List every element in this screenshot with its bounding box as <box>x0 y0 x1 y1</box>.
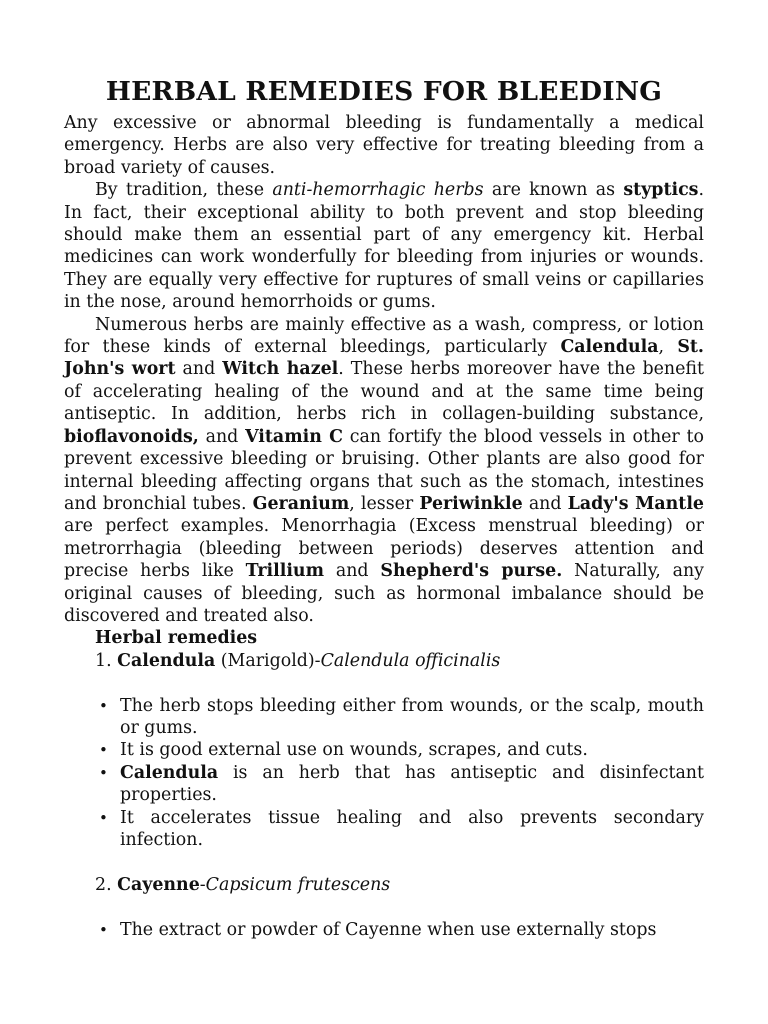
list-item: • The extract or powder of Cayenne when use externally stops <box>95 919 704 941</box>
bold-term: bioflavonoids, <box>64 426 199 447</box>
list-item: • It is good external use on wounds, scrapes, and cuts. <box>95 739 704 761</box>
bold-term: Lady's Mantle <box>567 493 704 514</box>
bold-term: Periwinkle <box>419 493 523 514</box>
section-heading: Herbal remedies <box>95 628 258 649</box>
bold-term: St. John's wort <box>64 337 704 380</box>
list-item: • Calendula is an herb that has antiseptic and disinfectant properties. <box>95 762 704 807</box>
cayenne-bullet-list <box>64 919 704 941</box>
spacer <box>64 896 704 918</box>
bold-term: Vitamin C <box>245 426 343 447</box>
paragraph-styptics: By tradition, these anti-hemorrhagic herbs are known as styptics. In fact, their exceptional ability to both prevent and stop bleeding should make them an essential part of any emergency kit. Herbal medicines can work wonderfully for bleeding from injuries or wounds. They are equally very effective for ruptures of small veins or capillaries in the nose, around hemorrhoids or gums. <box>64 180 704 313</box>
list-item: • The herb stops bleeding either from wounds, or the scalp, mouth or gums. <box>95 695 704 740</box>
bold-term: Trillium <box>245 561 324 582</box>
italic-term: anti-hemorrhagic herbs <box>272 180 484 201</box>
remedy-heading-cayenne: 2. Cayenne-Capsicum frutescens <box>95 874 391 895</box>
bold-term: styptics <box>623 180 699 201</box>
remedy-heading-calendula: 1. Calendula (Marigold)-Calendula officinalis <box>95 650 501 671</box>
bold-term: Witch hazel <box>222 359 339 380</box>
list-item: • It accelerates tissue healing and also prevents secondary infection. <box>95 807 704 852</box>
calendula-bullet-list <box>64 695 704 852</box>
paragraph-external-internal: Numerous herbs are mainly effective as a wash, compress, or lotion for these kinds of external bleedings, particularly Calendula, St. John's wort and Witch hazel. These herbs moreover have the benefit of accelerating healing of the wound and at the same time being antiseptic. In addition, herbs rich in collagen-building substance, bioflavonoids, and Vitamin C can fortify the blood vessels in other to prevent excessive bleeding or bruising. Other plants are also good for internal bleeding affecting organs that such as the stomach, intestines and bronchial tubes. Geranium, lesser Periwinkle and Lady's Mantle are perfect examples. Menorrhagia (Excess menstrual bleeding) or metrorrhagia (bleeding between periods) deserves attention and precise herbs like Trillium and Shepherd's purse. Naturally, any original causes of bleeding, such as hormonal imbalance should be discovered and treated also. <box>64 314 705 626</box>
spacer <box>64 851 704 873</box>
bold-term: Shepherd's purse. <box>380 561 563 582</box>
bold-term: Geranium <box>252 493 350 514</box>
paragraph-intro: Any excessive or abnormal bleeding is fundamentally a medical emergency. Herbs are also very effective for treating bleeding from a broad variety of causes. <box>64 113 704 178</box>
bold-term: Calendula <box>560 337 659 358</box>
spacer <box>64 672 704 694</box>
page-title: HERBAL REMEDIES FOR BLEEDING <box>105 76 663 107</box>
document-body <box>64 112 704 941</box>
